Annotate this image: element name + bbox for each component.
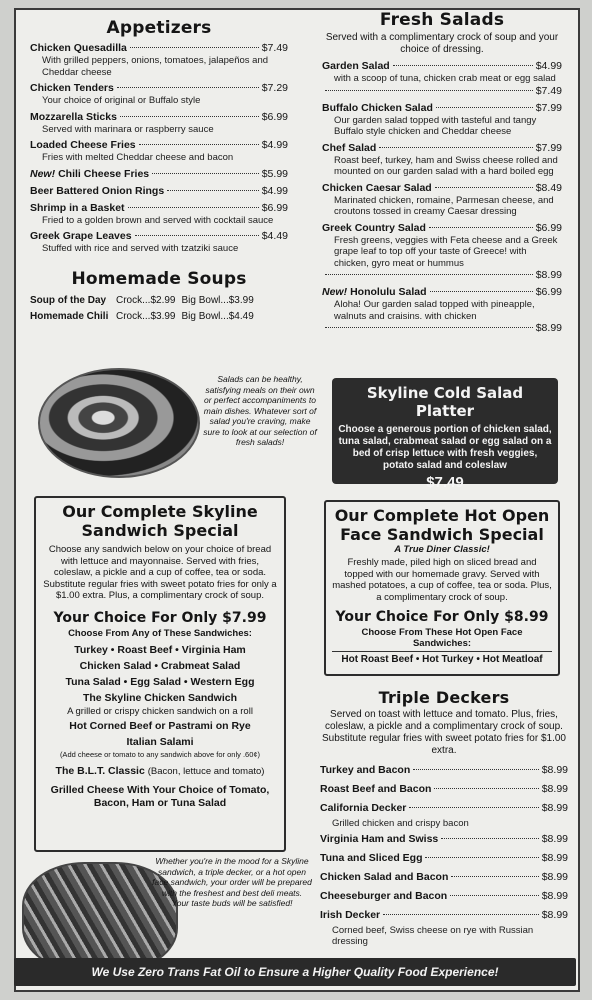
menu-item-price: $8.49 xyxy=(535,181,562,194)
salads-section xyxy=(322,10,562,335)
footer-banner: We Use Zero Trans Fat Oil to Ensure a Higher Quality Food Experience! xyxy=(14,958,576,986)
hot-open-options: Hot Roast Beef • Hot Turkey • Hot Meatloaf xyxy=(341,654,543,665)
menu-item-name: California Decker xyxy=(320,802,407,814)
menu-item-price: $8.99 xyxy=(541,851,568,864)
menu-item-desc: Stuffed with rice and served with tzatziki sauce xyxy=(42,243,239,254)
menu-item-name: Tuna and Sliced Egg xyxy=(320,851,423,864)
menu-item-name: Greek Grape Leaves xyxy=(30,230,132,242)
sandwich-choose-label: Choose From Any of These Sandwiches: xyxy=(68,627,252,639)
menu-item-desc: Fresh greens, veggies with Feta cheese and a Greek grape leaf to top off your taste of Greece! with chicken, gyro meat or hummus xyxy=(334,234,558,269)
soup-row xyxy=(30,293,288,309)
menu-item-price: $8.99 xyxy=(541,832,568,845)
leader-dots xyxy=(120,116,259,117)
menu-item-desc: Served with marinara or raspberry sauce xyxy=(42,123,214,135)
menu-item-row-2 xyxy=(322,322,562,335)
menu-item-row xyxy=(320,761,568,780)
leader-dots xyxy=(167,190,259,191)
menu-item-desc: Grilled chicken and crispy bacon xyxy=(332,818,469,829)
menu-item-price: $4.99 xyxy=(535,60,562,72)
soup-name: Soup of the Day xyxy=(30,294,107,306)
menu-item-desc: Our garden salad topped with tasteful and tangy Buffalo style chicken and Cheddar cheese xyxy=(334,114,537,137)
menu-item-price: $7.49 xyxy=(261,42,288,54)
menu-item xyxy=(322,182,562,218)
soup-crock-price: Crock...$3.99 xyxy=(116,310,176,322)
leader-dots xyxy=(117,87,259,88)
menu-item xyxy=(322,286,562,335)
menu-item xyxy=(320,780,568,799)
menu-item-desc: Fried to a golden brown and served with cocktail sauce xyxy=(42,214,274,226)
menu-item xyxy=(320,887,568,906)
leader-dots xyxy=(450,895,539,896)
menu-item-row xyxy=(30,111,288,124)
menu-item-name: Honolulu Salad xyxy=(350,286,427,298)
menu-item xyxy=(320,761,568,780)
leader-dots xyxy=(451,876,538,877)
menu-item xyxy=(322,222,562,283)
menu-item xyxy=(320,868,568,887)
menu-item xyxy=(30,139,288,164)
leader-dots xyxy=(325,327,533,328)
menu-item-row xyxy=(30,168,288,181)
leader-dots xyxy=(435,187,533,188)
leader-dots xyxy=(436,107,533,108)
appetizers-section xyxy=(30,18,288,325)
menu-item xyxy=(320,849,568,868)
cold-salad-platter xyxy=(332,378,558,491)
leader-dots xyxy=(325,274,533,275)
sandwich-special-price: Your Choice For Only $7.99 xyxy=(53,609,267,626)
sandwich-option: The Skyline Chicken Sandwich xyxy=(82,691,238,704)
leader-dots xyxy=(139,144,259,145)
new-badge: New! xyxy=(30,167,56,180)
salads-title: Fresh Salads xyxy=(379,10,505,30)
menu-item-row xyxy=(30,185,288,198)
hot-open-title: Our Complete Hot Open Face Sandwich Special xyxy=(334,506,550,544)
appetizers-title: Appetizers xyxy=(106,18,212,38)
menu-item-row xyxy=(320,780,568,799)
sandwich-special-box xyxy=(34,496,286,852)
menu-item-price: $8.99 xyxy=(541,783,568,795)
platter-title: Skyline Cold Salad Platter xyxy=(366,384,524,420)
menu-item-price: $6.99 xyxy=(535,221,562,234)
menu-item xyxy=(322,102,562,138)
menu-item-price: $8.99 xyxy=(541,908,568,921)
menu-item-name: Chicken Quesadilla xyxy=(30,42,127,54)
sandwich-option: Italian Salami xyxy=(126,735,194,748)
sandwich-option: Tuna Salad • Egg Salad • Western Egg xyxy=(65,675,255,688)
menu-item xyxy=(30,230,288,255)
leader-dots xyxy=(425,857,538,858)
menu-item xyxy=(320,799,568,830)
menu-item-price: $5.99 xyxy=(261,167,288,180)
menu-item-desc: Corned beef, Swiss cheese on rye with Russian dressing xyxy=(332,924,534,947)
menu-item-row xyxy=(320,868,568,887)
soup-name: Homemade Chili xyxy=(30,310,109,322)
menu-item-price-2: $7.49 xyxy=(535,84,562,97)
menu-item-price: $7.99 xyxy=(535,141,562,154)
menu-item-price-2: $8.99 xyxy=(535,269,562,281)
menu-item-row xyxy=(30,82,288,95)
menu-item-row-2 xyxy=(322,85,562,98)
menu-item-price: $6.99 xyxy=(535,286,562,298)
soup-row xyxy=(30,309,288,325)
menu-item-desc: Marinated chicken, romaine, Parmesan cheese, and croutons tossed in creamy Caesar dressing xyxy=(334,194,554,217)
platter-desc: Choose a generous portion of chicken salad, tuna salad, crabmeat salad or egg salad on a bed of crisp lettuce with fresh veggies, potato salad and coleslaw xyxy=(338,424,552,471)
menu-item-name: Chef Salad xyxy=(322,141,377,154)
sandwich-option: Chicken Salad • Crabmeat Salad xyxy=(79,659,241,672)
menu-item-name: Beer Battered Onion Rings xyxy=(30,184,165,197)
hot-open-price: Your Choice For Only $8.99 xyxy=(335,609,549,625)
menu-item-row xyxy=(320,799,568,818)
hot-open-choose-label: Choose From These Hot Open Face Sandwiches: xyxy=(332,627,552,652)
menu-item-price: $4.49 xyxy=(261,230,288,242)
menu-item-row xyxy=(322,182,562,195)
menu-item xyxy=(30,82,288,107)
salad-note: Salads can be healthy, satisfying meals on their own or perfect accompaniments to main dishes. Whatever sort of salad you're craving, make sure to look at our selection of fresh salads! xyxy=(203,374,317,447)
leader-dots xyxy=(409,807,538,808)
menu-item-name: Chicken Caesar Salad xyxy=(322,181,432,194)
menu-item-name: Shrimp in a Basket xyxy=(30,201,125,214)
menu-item-row xyxy=(322,286,562,299)
salads-subtitle: Served with a complimentary crock of soup and your choice of dressing. xyxy=(325,32,559,55)
menu-item-row xyxy=(30,230,288,243)
menu-item-name: Garden Salad xyxy=(322,60,390,72)
platter-price: $7.49 xyxy=(426,474,464,491)
menu-item xyxy=(322,60,562,98)
menu-item xyxy=(30,42,288,78)
menu-item-name: Turkey and Bacon xyxy=(320,764,411,776)
menu-item-row xyxy=(322,142,562,155)
menu-item-name: Chicken Salad and Bacon xyxy=(320,870,449,883)
new-badge: New! xyxy=(322,286,348,298)
menu-item-row xyxy=(320,849,568,868)
menu-item-name: Mozzarella Sticks xyxy=(30,110,117,123)
menu-item-price: $6.99 xyxy=(261,201,288,214)
leader-dots xyxy=(441,838,538,839)
hot-open-desc: Freshly made, piled high on sliced bread and topped with our homemade gravy. Served with mashed potatoes, a cup of coffee, tea or soda. Plus, a complimentary crock of soup. xyxy=(332,557,552,603)
sandwich-option-note: A grilled or crispy chicken sandwich on a roll xyxy=(67,705,253,717)
menu-item-desc: with a scoop of tuna, chicken crab meat or egg salad xyxy=(334,73,556,84)
menu-item-price: $6.99 xyxy=(261,110,288,123)
leader-dots xyxy=(128,207,259,208)
menu-item xyxy=(322,142,562,178)
leader-dots xyxy=(152,173,259,174)
menu-item xyxy=(320,830,568,849)
leader-dots xyxy=(413,769,538,770)
sandwich-option: Hot Corned Beef or Pastrami on Rye xyxy=(69,719,251,732)
soup-crock-price: Crock...$2.99 xyxy=(116,294,176,306)
menu-item-name: Chili Cheese Fries xyxy=(58,167,150,180)
menu-item-row xyxy=(30,139,288,152)
menu-item-row xyxy=(320,830,568,849)
menu-item-price: $8.99 xyxy=(541,802,568,814)
menu-item-desc: With grilled peppers, onions, tomatoes, jalapeños and Cheddar cheese xyxy=(42,55,269,78)
sandwich-option: Turkey • Roast Beef • Virginia Ham xyxy=(74,643,246,656)
menu-item-row xyxy=(320,887,568,906)
soups-title: Homemade Soups xyxy=(71,268,247,289)
hot-open-tagline: A True Diner Classic! xyxy=(394,544,490,555)
leader-dots xyxy=(434,788,538,789)
menu-item-name: Loaded Cheese Fries xyxy=(30,139,136,151)
soup-bowl-price: Big Bowl...$3.99 xyxy=(181,294,254,306)
fries-note: Whether you're in the mood for a Skyline sandwich, a triple decker, or a hot open face sandwich, your order will be prepared with the freshest and best deli meats. Your taste buds will be satisfied! xyxy=(152,856,312,908)
menu-item-name: Chicken Tenders xyxy=(30,82,114,94)
grilled-cheese-line: Grilled Cheese With Your Choice of Tomato, Bacon, Ham or Tuna Salad xyxy=(50,783,270,809)
menu-item-name: Greek Country Salad xyxy=(322,221,426,234)
leader-dots xyxy=(325,90,533,91)
menu-item xyxy=(30,111,288,136)
blt-desc: (Bacon, lettuce and tomato) xyxy=(147,765,265,777)
triple-title: Triple Deckers xyxy=(378,688,510,707)
menu-item-name: Virginia Ham and Swiss xyxy=(320,832,439,845)
menu-item-row xyxy=(30,42,288,55)
menu-item-desc: Roast beef, turkey, ham and Swiss cheese rolled and mounted on our garden salad with a hard boiled egg xyxy=(334,154,558,177)
hot-open-face-box xyxy=(324,500,560,676)
menu-item-name: Irish Decker xyxy=(320,908,381,921)
menu-item-price: $4.99 xyxy=(261,139,288,151)
menu-item-price: $8.99 xyxy=(541,764,568,776)
menu-item-row xyxy=(322,102,562,115)
menu-item-desc: Your choice of original or Buffalo style xyxy=(42,95,201,106)
menu-item-row-2 xyxy=(322,269,562,282)
salad-photo xyxy=(38,368,200,478)
triple-deckers-section xyxy=(320,688,568,948)
menu-item-price: $7.99 xyxy=(535,101,562,114)
leader-dots xyxy=(430,291,533,292)
menu-item-price-2: $8.99 xyxy=(535,322,562,334)
sandwich-special-desc: Choose any sandwich below on your choice of bread with lettuce and mayonnaise. Served with fries, coleslaw, a pickle and a cup of coffee, tea or soda. Substitute regular fries with sweet potato fries for only a $1.00 extra. Plus, a complimentary crock of soup. xyxy=(43,544,277,601)
menu-item-row xyxy=(322,222,562,235)
menu-item-price: $8.99 xyxy=(541,870,568,883)
leader-dots xyxy=(393,65,533,66)
menu-item xyxy=(30,168,288,181)
blt-label: The B.L.T. Classic xyxy=(55,764,145,777)
menu-item-name: Roast Beef and Bacon xyxy=(320,783,432,795)
sandwich-special-title: Our Complete Skyline Sandwich Special xyxy=(62,502,258,540)
menu-item xyxy=(30,202,288,227)
menu-item-name: Buffalo Chicken Salad xyxy=(322,101,433,114)
triple-subtitle: Served on toast with lettuce and tomato. Plus, fries, coleslaw, a pickle and a complimentary crock of soup. Substitute regular fries with sweet potato fries for $1.00 extra. xyxy=(321,709,566,756)
menu-item-price: $4.99 xyxy=(261,184,288,197)
soup-bowl-price: Big Bowl...$4.49 xyxy=(181,310,254,322)
menu-item-desc: Aloha! Our garden salad topped with pineapple, walnuts and craisins. with chicken xyxy=(334,299,535,322)
menu-item-row xyxy=(30,202,288,215)
leader-dots xyxy=(135,235,259,236)
blt-line xyxy=(42,763,278,780)
menu-item-row xyxy=(320,906,568,925)
menu-item-row xyxy=(322,60,562,73)
sandwich-add-note: (Add cheese or tomato to any sandwich above for only .60¢) xyxy=(59,749,261,759)
menu-item xyxy=(30,185,288,198)
menu-item xyxy=(320,906,568,948)
menu-item-desc: Fries with melted Cheddar cheese and bacon xyxy=(42,152,234,163)
menu-item-name: Cheeseburger and Bacon xyxy=(320,889,448,902)
leader-dots xyxy=(130,47,259,48)
leader-dots xyxy=(383,914,539,915)
leader-dots xyxy=(379,147,532,148)
menu-item-price: $8.99 xyxy=(541,889,568,902)
menu-item-price: $7.29 xyxy=(261,82,288,94)
leader-dots xyxy=(429,227,533,228)
